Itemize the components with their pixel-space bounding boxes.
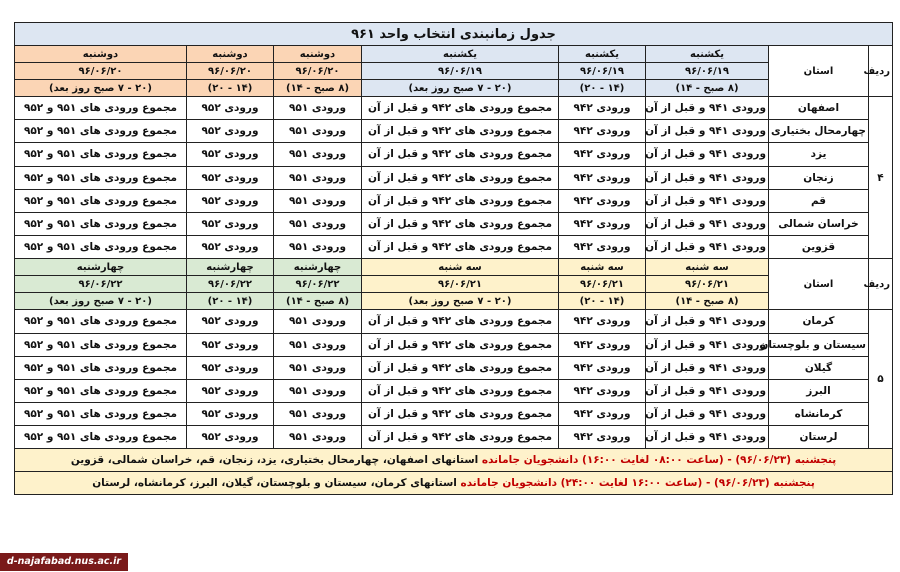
slot-cell: ورودی ۹۴۱ و قبل از آن <box>646 120 769 143</box>
slot-cell: مجموع ورودی های ۹۵۱ و ۹۵۲ <box>15 310 187 333</box>
note-black-text: استانهای کرمان، سیستان و بلوچستان، گیلان، البرز، کرمانشاه، لرستان <box>92 477 457 490</box>
slot-cell: ورودی ۹۵۲ <box>187 356 274 379</box>
slot-cell: ورودی ۹۴۲ <box>559 143 646 166</box>
province-name: خراسان شمالی <box>769 212 869 235</box>
slot-cell: ورودی ۹۵۱ <box>274 143 362 166</box>
slot-cell: مجموع ورودی های ۹۵۱ و ۹۵۲ <box>15 426 187 449</box>
slot-cell: ورودی ۹۵۲ <box>187 120 274 143</box>
slot-cell: ورودی ۹۴۱ و قبل از آن <box>646 189 769 212</box>
slot-cell: ورودی ۹۴۲ <box>559 120 646 143</box>
time-header: (۸ صبح - ۱۴) <box>274 80 362 97</box>
slot-cell: ورودی ۹۴۲ <box>559 356 646 379</box>
day-header: دوشنبه <box>15 46 187 63</box>
date-header: ۹۶/۰۶/۲۱ <box>646 276 769 293</box>
province-name: سیستان و بلوچستان <box>769 333 869 356</box>
province-name: کرمان <box>769 310 869 333</box>
slot-cell: ورودی ۹۴۲ <box>559 403 646 426</box>
table-row <box>15 403 893 426</box>
schedule-table <box>14 22 893 495</box>
day-header: یکشنبه <box>646 46 769 63</box>
slot-cell: ورودی ۹۴۱ و قبل از آن <box>646 212 769 235</box>
day-header: دوشنبه <box>187 46 274 63</box>
slot-cell: ورودی ۹۵۲ <box>187 310 274 333</box>
schedule-sheet <box>14 22 892 550</box>
date-header: ۹۶/۰۶/۱۹ <box>559 63 646 80</box>
table-row <box>15 166 893 189</box>
slot-cell: ورودی ۹۴۲ <box>559 333 646 356</box>
slot-cell: ورودی ۹۴۱ و قبل از آن <box>646 97 769 120</box>
slot-cell: ورودی ۹۵۲ <box>187 403 274 426</box>
slot-cell: ورودی ۹۵۲ <box>187 236 274 259</box>
time-header: (۱۴ - ۲۰) <box>559 80 646 97</box>
table-row <box>15 143 893 166</box>
slot-cell: مجموع ورودی های ۹۵۱ و ۹۵۲ <box>15 143 187 166</box>
province-header: استان <box>769 259 869 310</box>
table-row <box>15 97 893 120</box>
note-row <box>15 449 893 472</box>
slot-cell: ورودی ۹۵۲ <box>187 333 274 356</box>
province-name: اصفهان <box>769 97 869 120</box>
slot-cell: ورودی ۹۴۲ <box>559 379 646 402</box>
time-header: (۸ صبح - ۱۴) <box>274 293 362 310</box>
table-row <box>15 426 893 449</box>
group-number: ۴ <box>869 97 893 259</box>
radif-header: ردیف <box>869 46 893 97</box>
date-header: ۹۶/۰۶/۱۹ <box>362 63 559 80</box>
slot-cell: ورودی ۹۴۱ و قبل از آن <box>646 166 769 189</box>
slot-cell: ورودی ۹۵۱ <box>274 379 362 402</box>
slot-cell: ورودی ۹۵۲ <box>187 212 274 235</box>
slot-cell: ورودی ۹۴۲ <box>559 426 646 449</box>
slot-cell: مجموع ورودی های ۹۴۲ و قبل از آن <box>362 166 559 189</box>
slot-cell: مجموع ورودی های ۹۵۱ و ۹۵۲ <box>15 120 187 143</box>
date-header: ۹۶/۰۶/۲۱ <box>362 276 559 293</box>
province-name: لرستان <box>769 426 869 449</box>
time-header: (۲۰ - ۷ صبح روز بعد) <box>362 293 559 310</box>
slot-cell: مجموع ورودی های ۹۵۱ و ۹۵۲ <box>15 236 187 259</box>
date-header: ۹۶/۰۶/۲۲ <box>187 276 274 293</box>
table-row <box>15 236 893 259</box>
table-row <box>15 333 893 356</box>
province-name: قم <box>769 189 869 212</box>
slot-cell: مجموع ورودی های ۹۵۱ و ۹۵۲ <box>15 189 187 212</box>
slot-cell: مجموع ورودی های ۹۴۲ و قبل از آن <box>362 356 559 379</box>
date-header: ۹۶/۰۶/۲۰ <box>274 63 362 80</box>
slot-cell: ورودی ۹۴۲ <box>559 166 646 189</box>
day-header: چهارشنبه <box>187 259 274 276</box>
table-row <box>15 356 893 379</box>
table-row <box>15 212 893 235</box>
date-header: ۹۶/۰۶/۲۲ <box>274 276 362 293</box>
date-header: ۹۶/۰۶/۲۰ <box>187 63 274 80</box>
day-header: یکشنبه <box>362 46 559 63</box>
radif-header: ردیف <box>869 259 893 310</box>
province-name: گیلان <box>769 356 869 379</box>
day-header: دوشنبه <box>274 46 362 63</box>
time-header: (۲۰ - ۷ صبح روز بعد) <box>15 80 187 97</box>
slot-cell: ورودی ۹۴۲ <box>559 310 646 333</box>
table-row <box>15 310 893 333</box>
slot-cell: ورودی ۹۴۲ <box>559 97 646 120</box>
slot-cell: ورودی ۹۴۱ و قبل از آن <box>646 143 769 166</box>
slot-cell: ورودی ۹۵۱ <box>274 310 362 333</box>
time-header: (۲۰ - ۷ صبح روز بعد) <box>15 293 187 310</box>
group-number: ۵ <box>869 310 893 449</box>
slot-cell: مجموع ورودی های ۹۴۲ و قبل از آن <box>362 236 559 259</box>
slot-cell: مجموع ورودی های ۹۴۲ و قبل از آن <box>362 143 559 166</box>
day-header: چهارشنبه <box>274 259 362 276</box>
slot-cell: ورودی ۹۵۲ <box>187 379 274 402</box>
slot-cell: مجموع ورودی های ۹۴۲ و قبل از آن <box>362 426 559 449</box>
date-header: ۹۶/۰۶/۲۰ <box>15 63 187 80</box>
table-row <box>15 189 893 212</box>
note-row <box>15 472 893 495</box>
province-header: استان <box>769 46 869 97</box>
slot-cell: ورودی ۹۵۱ <box>274 356 362 379</box>
table-title: جدول زمانبندی انتخاب واحد ۹۶۱ <box>15 23 893 46</box>
slot-cell: ورودی ۹۵۱ <box>274 403 362 426</box>
slot-cell: ورودی ۹۴۱ و قبل از آن <box>646 236 769 259</box>
slot-cell: مجموع ورودی های ۹۵۱ و ۹۵۲ <box>15 403 187 426</box>
province-name: کرمانشاه <box>769 403 869 426</box>
day-header: سه شنبه <box>362 259 559 276</box>
slot-cell: مجموع ورودی های ۹۴۲ و قبل از آن <box>362 333 559 356</box>
slot-cell: ورودی ۹۴۱ و قبل از آن <box>646 403 769 426</box>
slot-cell: مجموع ورودی های ۹۵۱ و ۹۵۲ <box>15 356 187 379</box>
slot-cell: ورودی ۹۵۲ <box>187 143 274 166</box>
table-row <box>15 379 893 402</box>
time-header: (۱۴ - ۲۰) <box>187 80 274 97</box>
slot-cell: مجموع ورودی های ۹۴۲ و قبل از آن <box>362 97 559 120</box>
slot-cell: ورودی ۹۵۲ <box>187 426 274 449</box>
slot-cell: ورودی ۹۵۲ <box>187 97 274 120</box>
table-row <box>15 120 893 143</box>
province-name: البرز <box>769 379 869 402</box>
slot-cell: ورودی ۹۵۱ <box>274 212 362 235</box>
time-header: (۸ صبح - ۱۴) <box>646 293 769 310</box>
footer-url-badge[interactable]: d-najafabad.nus.ac.ir <box>0 553 128 571</box>
slot-cell: مجموع ورودی های ۹۵۱ و ۹۵۲ <box>15 379 187 402</box>
slot-cell: ورودی ۹۵۱ <box>274 166 362 189</box>
slot-cell: مجموع ورودی های ۹۴۲ و قبل از آن <box>362 120 559 143</box>
slot-cell: ورودی ۹۵۱ <box>274 426 362 449</box>
date-header: ۹۶/۰۶/۱۹ <box>646 63 769 80</box>
slot-cell: ورودی ۹۵۲ <box>187 166 274 189</box>
day-header: یکشنبه <box>559 46 646 63</box>
slot-cell: مجموع ورودی های ۹۵۱ و ۹۵۲ <box>15 166 187 189</box>
slot-cell: ورودی ۹۵۱ <box>274 97 362 120</box>
day-header: چهارشنبه <box>15 259 187 276</box>
note-red-text: پنجشنبه (۹۶/۰۶/۲۳) - (ساعت ۰۸:۰۰ لغایت ۱۶:۰۰) دانشجویان جامانده <box>481 454 837 467</box>
slot-cell: مجموع ورودی های ۹۴۲ و قبل از آن <box>362 212 559 235</box>
slot-cell: ورودی ۹۵۱ <box>274 189 362 212</box>
slot-cell: ورودی ۹۵۱ <box>274 120 362 143</box>
province-name: یزد <box>769 143 869 166</box>
slot-cell: ورودی ۹۵۲ <box>187 189 274 212</box>
slot-cell: ورودی ۹۴۲ <box>559 189 646 212</box>
slot-cell: ورودی ۹۴۱ و قبل از آن <box>646 379 769 402</box>
province-name: قزوین <box>769 236 869 259</box>
slot-cell: ورودی ۹۵۱ <box>274 333 362 356</box>
time-header: (۱۴ - ۲۰) <box>187 293 274 310</box>
date-header: ۹۶/۰۶/۲۱ <box>559 276 646 293</box>
province-name: زنجان <box>769 166 869 189</box>
slot-cell: مجموع ورودی های ۹۴۲ و قبل از آن <box>362 310 559 333</box>
slot-cell: مجموع ورودی های ۹۴۲ و قبل از آن <box>362 403 559 426</box>
slot-cell: ورودی ۹۵۱ <box>274 236 362 259</box>
slot-cell: مجموع ورودی های ۹۵۱ و ۹۵۲ <box>15 212 187 235</box>
province-name: چهارمحال بختیاری <box>769 120 869 143</box>
note-black-text: استانهای اصفهان، چهارمحال بختیاری، یزد، زنجان، قم، خراسان شمالی، قزوین <box>70 454 479 467</box>
time-header: (۲۰ - ۷ صبح روز بعد) <box>362 80 559 97</box>
slot-cell: ورودی ۹۴۱ و قبل از آن <box>646 333 769 356</box>
slot-cell: ورودی ۹۴۱ و قبل از آن <box>646 310 769 333</box>
slot-cell: ورودی ۹۴۲ <box>559 236 646 259</box>
slot-cell: مجموع ورودی های ۹۴۲ و قبل از آن <box>362 189 559 212</box>
slot-cell: ورودی ۹۴۲ <box>559 212 646 235</box>
slot-cell: ورودی ۹۴۱ و قبل از آن <box>646 356 769 379</box>
slot-cell: مجموع ورودی های ۹۵۱ و ۹۵۲ <box>15 333 187 356</box>
day-header: سه شنبه <box>559 259 646 276</box>
day-header: سه شنبه <box>646 259 769 276</box>
time-header: (۱۴ - ۲۰) <box>559 293 646 310</box>
note-red-text: پنجشنبه (۹۶/۰۶/۲۳) - (ساعت ۱۶:۰۰ لغایت ۲۴:۰۰) دانشجویان جامانده <box>460 477 815 490</box>
date-header: ۹۶/۰۶/۲۲ <box>15 276 187 293</box>
time-header: (۸ صبح - ۱۴) <box>646 80 769 97</box>
slot-cell: مجموع ورودی های ۹۵۱ و ۹۵۲ <box>15 97 187 120</box>
slot-cell: ورودی ۹۴۱ و قبل از آن <box>646 426 769 449</box>
slot-cell: مجموع ورودی های ۹۴۲ و قبل از آن <box>362 379 559 402</box>
